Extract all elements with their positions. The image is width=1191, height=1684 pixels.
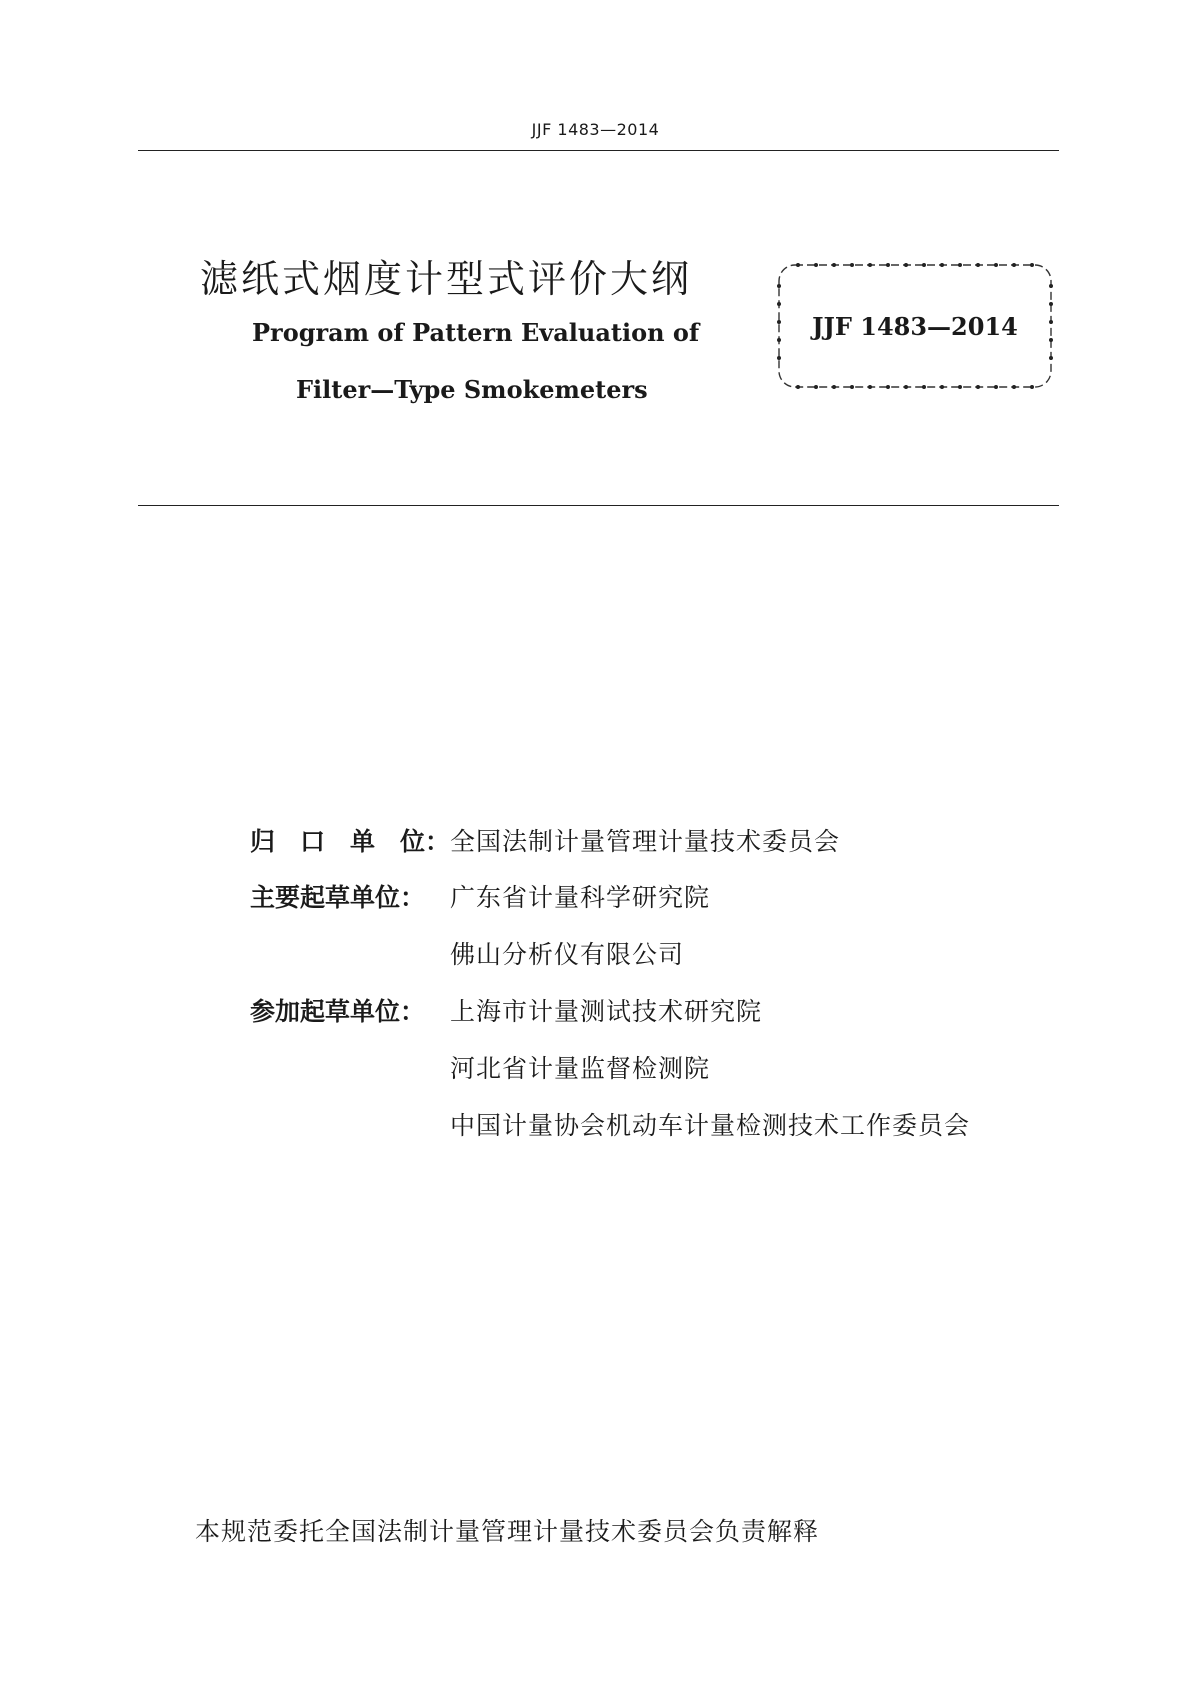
standard-code-box-text: JJF 1483—2014 bbox=[812, 312, 1018, 341]
main-drafting-value-2: 佛山分析仪有限公司 bbox=[450, 940, 685, 969]
main-drafting-label-text: 主要起草单位 bbox=[250, 883, 401, 912]
standard-code-box bbox=[776, 262, 1054, 390]
label-char: 口 bbox=[299, 827, 325, 856]
participating-drafting-value-3: 中国计量协会机动车计量检测技术工作委员会 bbox=[450, 1111, 971, 1140]
title-chinese: 滤纸式烟度计型式评价大纲 bbox=[200, 257, 693, 301]
participating-drafting-value-2: 河北省计量监督检测院 bbox=[450, 1054, 711, 1083]
participating-drafting-label bbox=[250, 992, 450, 1028]
title-english-line-2: Filter—Type Smokemeters bbox=[296, 375, 648, 404]
main-drafting-label bbox=[250, 878, 450, 914]
top-divider bbox=[138, 150, 1059, 151]
participating-drafting-value-1: 上海市计量测试技术研究院 bbox=[450, 997, 763, 1026]
interpretation-note: 本规范委托全国法制计量管理计量技术委员会负责解释 bbox=[195, 1517, 820, 1546]
participating-drafting-label-text: 参加起草单位 bbox=[250, 997, 401, 1026]
title-english-line-1: Program of Pattern Evaluation of bbox=[252, 318, 700, 347]
header-standard-code: JJF 1483—2014 bbox=[531, 120, 660, 139]
label-colon: ： bbox=[424, 827, 450, 856]
label-char: 归 bbox=[250, 827, 276, 856]
responsible-unit-value: 全国法制计量管理计量技术委员会 bbox=[450, 827, 841, 856]
label-colon: ： bbox=[400, 883, 426, 912]
label-colon: ： bbox=[400, 997, 426, 1026]
middle-divider bbox=[138, 505, 1059, 506]
label-char: 单 bbox=[349, 827, 375, 856]
responsible-unit-label bbox=[250, 822, 450, 858]
label-char: 位 bbox=[399, 827, 425, 856]
main-drafting-value-1: 广东省计量科学研究院 bbox=[450, 883, 711, 912]
